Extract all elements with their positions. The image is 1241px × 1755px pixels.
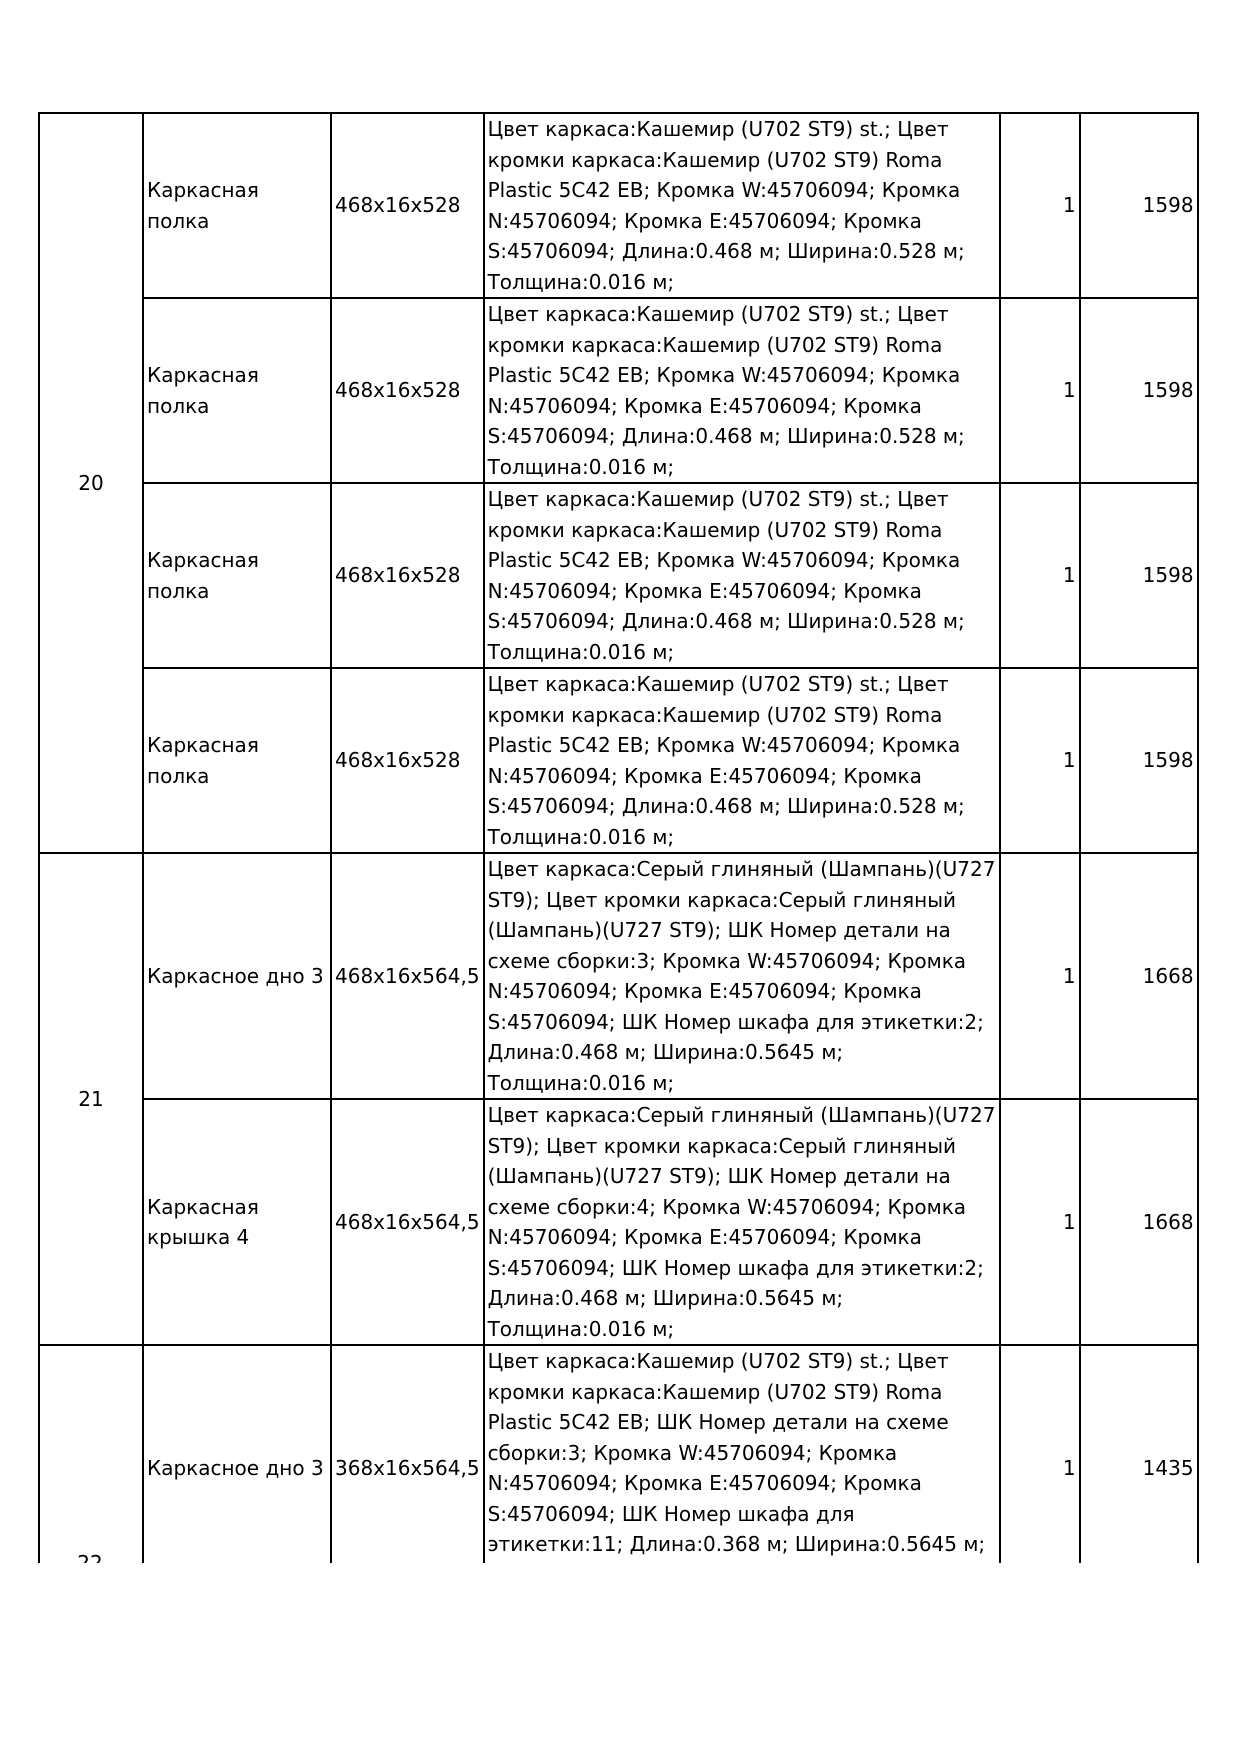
part-amount: 1668	[1080, 1099, 1198, 1345]
part-size: 468x16x564,5	[331, 1099, 484, 1345]
part-name: Каркасная крышка 4	[143, 1099, 331, 1345]
part-size: 368x16x564,5	[331, 1345, 484, 1591]
part-amount: 1598	[1080, 483, 1198, 668]
page-bottom-margin	[0, 1563, 1241, 1755]
part-size: 468x16x528	[331, 113, 484, 298]
table-row	[39, 1345, 1198, 1591]
part-size: 468x16x528	[331, 668, 484, 853]
part-description: Цвет каркаса:Кашемир (U702 ST9) st.; Цвет кромки каркаса:Кашемир (U702 ST9) Roma Plastic 5C42 EB; Кромка W:45706094; Кромка N:45706094; Кромка E:45706094; Кромка S:45706094; Длина:0.468 м; Ширина:0.528 м; Толщина:0.016 м;	[484, 668, 1000, 853]
part-description: Цвет каркаса:Кашемир (U702 ST9) st.; Цвет кромки каркаса:Кашемир (U702 ST9) Roma Plastic 5C42 EB; Кромка W:45706094; Кромка N:45706094; Кромка E:45706094; Кромка S:45706094; Длина:0.468 м; Ширина:0.528 м; Толщина:0.016 м;	[484, 298, 1000, 483]
part-name: Каркасная полка	[143, 483, 331, 668]
part-amount: 1598	[1080, 298, 1198, 483]
table-row	[39, 298, 1198, 483]
part-description: Цвет каркаса:Кашемир (U702 ST9) st.; Цвет кромки каркаса:Кашемир (U702 ST9) Roma Plastic 5C42 EB; Кромка W:45706094; Кромка N:45706094; Кромка E:45706094; Кромка S:45706094; Длина:0.468 м; Ширина:0.528 м; Толщина:0.016 м;	[484, 483, 1000, 668]
part-name: Каркасная полка	[143, 113, 331, 298]
group-number: 20	[39, 113, 143, 853]
part-amount: 1435	[1080, 1345, 1198, 1591]
table-row	[39, 1099, 1198, 1345]
part-description: Цвет каркаса:Кашемир (U702 ST9) st.; Цвет кромки каркаса:Кашемир (U702 ST9) Roma Plastic 5C42 EB; ШК Номер детали на схеме сборки:3; Кромка W:45706094; Кромка N:45706094; Кромка E:45706094; Кромка S:45706094; ШК Номер шкафа для этикетки:11; Длина:0.368 м; Ширина:0.5645 м;	[484, 1345, 1000, 1591]
part-description: Цвет каркаса:Серый глиняный (Шампань)(U727 ST9); Цвет кромки каркаса:Серый глиняный (Шампань)(U727 ST9); ШК Номер детали на схеме сборки:3; Кромка W:45706094; Кромка N:45706094; Кромка E:45706094; Кромка S:45706094; ШК Номер шкафа для этикетки:2; Длина:0.468 м; Ширина:0.5645 м; Толщина:0.016 м;	[484, 853, 1000, 1099]
parts-table	[38, 112, 1199, 1592]
part-name: Каркасная полка	[143, 668, 331, 853]
part-quantity: 1	[1000, 1099, 1080, 1345]
part-name: Каркасное дно 3	[143, 853, 331, 1099]
part-name: Каркасное дно 3	[143, 1345, 331, 1591]
part-amount: 1598	[1080, 113, 1198, 298]
part-quantity: 1	[1000, 853, 1080, 1099]
part-description: Цвет каркаса:Серый глиняный (Шампань)(U727 ST9); Цвет кромки каркаса:Серый глиняный (Шампань)(U727 ST9); ШК Номер детали на схеме сборки:4; Кромка W:45706094; Кромка N:45706094; Кромка E:45706094; Кромка S:45706094; ШК Номер шкафа для этикетки:2; Длина:0.468 м; Ширина:0.5645 м; Толщина:0.016 м;	[484, 1099, 1000, 1345]
part-size: 468x16x528	[331, 483, 484, 668]
table-row	[39, 668, 1198, 853]
part-quantity: 1	[1000, 483, 1080, 668]
table-row	[39, 113, 1198, 298]
part-name: Каркасная полка	[143, 298, 331, 483]
part-amount: 1598	[1080, 668, 1198, 853]
part-quantity: 1	[1000, 113, 1080, 298]
table-row	[39, 483, 1198, 668]
part-quantity: 1	[1000, 668, 1080, 853]
part-quantity: 1	[1000, 298, 1080, 483]
table-row	[39, 853, 1198, 1099]
part-size: 468x16x528	[331, 298, 484, 483]
part-amount: 1668	[1080, 853, 1198, 1099]
group-number: 21	[39, 853, 143, 1345]
part-quantity: 1	[1000, 1345, 1080, 1591]
part-description: Цвет каркаса:Кашемир (U702 ST9) st.; Цвет кромки каркаса:Кашемир (U702 ST9) Roma Plastic 5C42 EB; Кромка W:45706094; Кромка N:45706094; Кромка E:45706094; Кромка S:45706094; Длина:0.468 м; Ширина:0.528 м; Толщина:0.016 м;	[484, 113, 1000, 298]
part-size: 468x16x564,5	[331, 853, 484, 1099]
